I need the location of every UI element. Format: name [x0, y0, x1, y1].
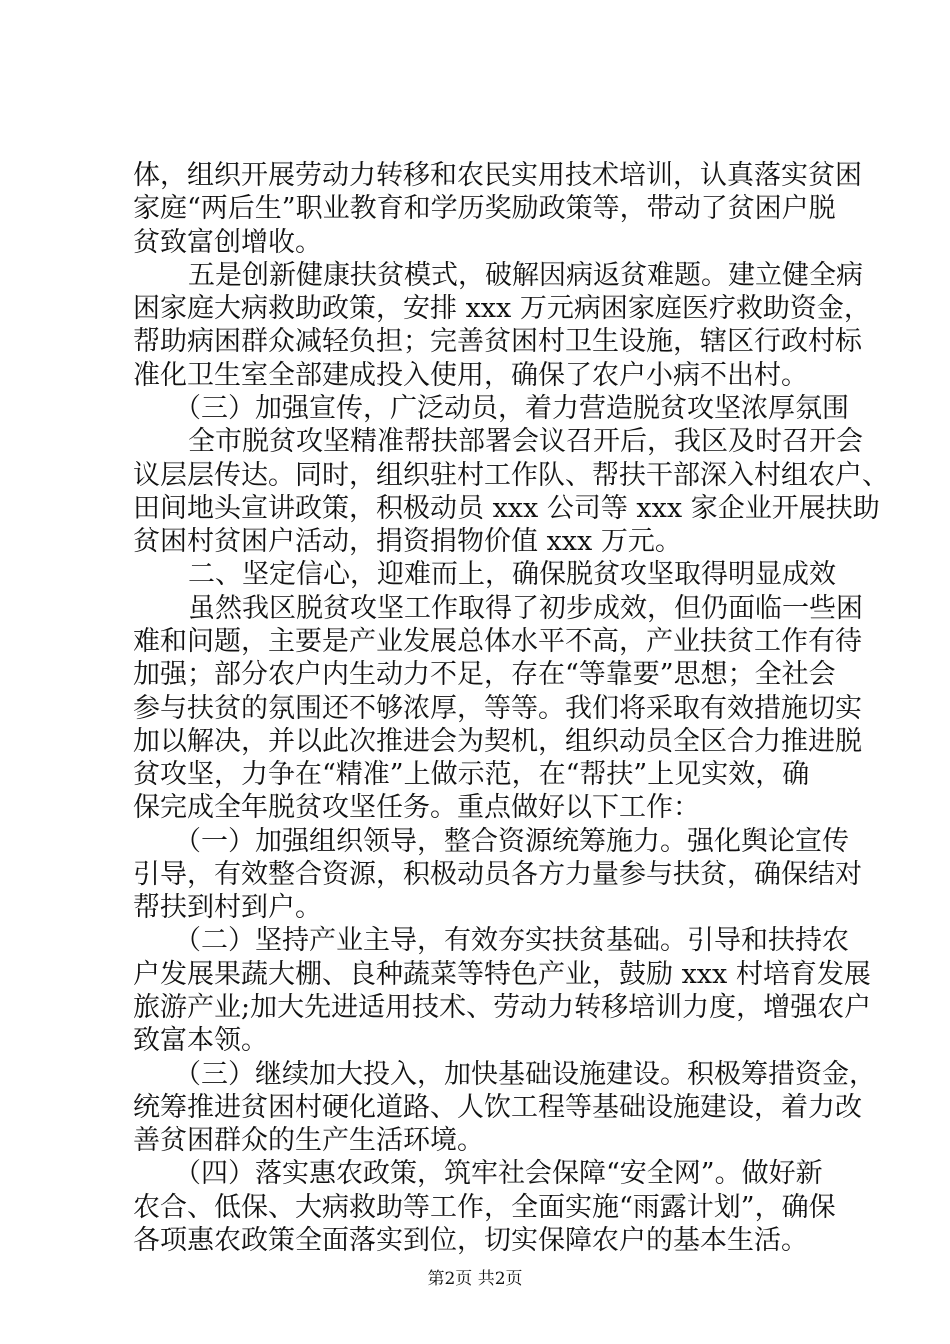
- text-line: 贫攻坚，力争在“精准”上做示范，在“帮扶”上见实效，确: [133, 759, 810, 790]
- text-line: 帮助病困群众减轻负担；完善贫困村卫生设施，辖区行政村标: [133, 326, 862, 357]
- text-line: 体，组织开展劳动力转移和农民实用技术培训，认真落实贫困: [133, 160, 862, 191]
- section-heading: 二、坚定信心，迎难而上，确保脱贫攻坚取得明显成效: [188, 559, 836, 590]
- page-footer: [0, 1268, 950, 1290]
- text-line: 各项惠农政策全面落实到位，切实保障农户的基本生活。: [133, 1225, 808, 1256]
- text-line: 难和问题，主要是产业发展总体水平不高，产业扶贫工作有待: [133, 626, 862, 657]
- text-line: 旅游产业;加大先进适用技术、劳动力转移培训力度，增强农户: [133, 992, 872, 1023]
- text-line: （一）加强组织领导，整合资源统筹施力。强化舆论宣传: [174, 826, 849, 857]
- page-number-label: 第2页 共2页: [427, 1269, 523, 1289]
- section-heading: （三）加强宣传，广泛动员，着力营造脱贫攻坚浓厚氛围: [174, 393, 849, 424]
- text-line: 虽然我区脱贫攻坚工作取得了初步成效，但仍面临一些困: [188, 593, 863, 624]
- text-line: 田间地头宣讲政策，积极动员 xxx 公司等 xxx 家企业开展扶助: [133, 493, 880, 524]
- text-line: 加强；部分农户内生动力不足，存在“等靠要”思想；全社会: [133, 659, 836, 690]
- text-line: 统筹推进贫困村硬化道路、人饮工程等基础设施建设，着力改: [133, 1092, 862, 1123]
- text-line: （三）继续加大投入，加快基础设施建设。积极筹措资金，: [174, 1059, 876, 1090]
- text-line: 贫致富创增收。: [133, 227, 322, 258]
- text-line: 困家庭大病救助政策，安排 xxx 万元病困家庭医疗救助资金，: [133, 293, 871, 324]
- text-line: 致富本领。: [133, 1025, 268, 1056]
- text-line: 家庭“两后生”职业教育和学历奖励政策等，带动了贫困户脱: [133, 193, 836, 224]
- text-line: 议层层传达。同时，组织驻村工作队、帮扶干部深入村组农户、: [133, 460, 889, 491]
- text-line: 保完成全年脱贫攻坚任务。重点做好以下工作：: [133, 792, 700, 823]
- text-line: 户发展果蔬大棚、良种蔬菜等特色产业，鼓励 xxx 村培育发展: [133, 959, 871, 990]
- text-line: 农合、低保、大病救助等工作，全面实施“雨露计划”，确保: [133, 1192, 836, 1223]
- text-line: 帮扶到村到户。: [133, 892, 322, 923]
- text-line: 参与扶贫的氛围还不够浓厚，等等。我们将采取有效措施切实: [133, 693, 862, 724]
- text-line: 善贫困群众的生产生活环境。: [133, 1125, 484, 1156]
- text-line: 五是创新健康扶贫模式，破解因病返贫难题。建立健全病: [188, 260, 863, 291]
- text-line: 引导，有效整合资源，积极动员各方力量参与扶贫，确保结对: [133, 859, 862, 890]
- text-line: 贫困村贫困户活动，捐资捐物价值 xxx 万元。: [133, 526, 682, 557]
- text-line: （二）坚持产业主导，有效夯实扶贫基础。引导和扶持农: [174, 925, 849, 956]
- text-line: 加以解决，并以此次推进会为契机，组织动员全区合力推进脱: [133, 726, 862, 757]
- text-line: 全市脱贫攻坚精准帮扶部署会议召开后，我区及时召开会: [188, 426, 863, 457]
- text-line: （四）落实惠农政策，筑牢社会保障“安全网”。做好新: [174, 1158, 823, 1189]
- text-line: 准化卫生室全部建成投入使用，确保了农户小病不出村。: [133, 360, 808, 391]
